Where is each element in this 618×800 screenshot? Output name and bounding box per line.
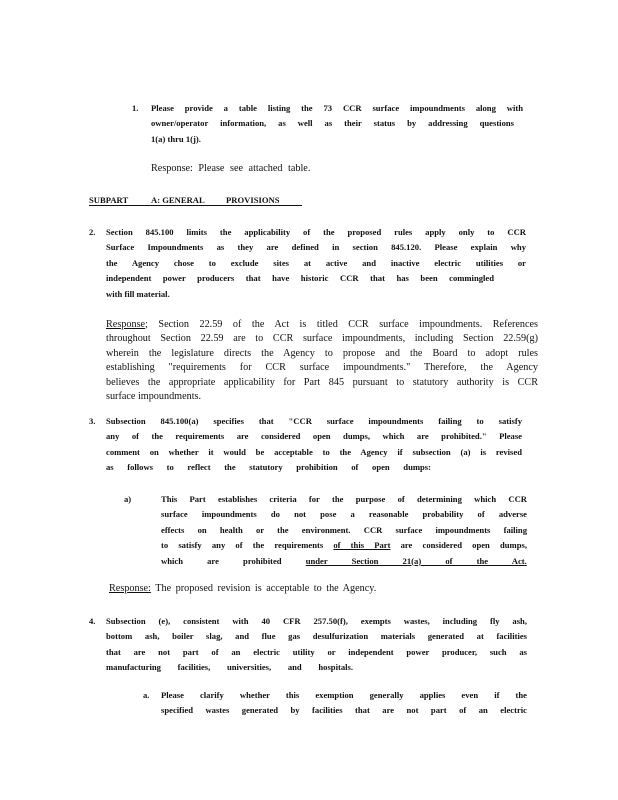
item-2-response <box>106 318 538 404</box>
item-2-response-line: believes the appropriate applicability for Part 845 pursuant to statutory authority is CCR <box>106 376 538 388</box>
item-2-line: with fill material. <box>106 288 170 299</box>
item-4a-label: a. <box>143 690 150 700</box>
subpart-label: SUBPART <box>89 195 129 205</box>
item-3a-line-pre: which are prohibited <box>161 555 282 566</box>
item-3a-line: This Part establishes criteria for the purpose of determining which CCR <box>161 494 527 504</box>
item-2-line: Section 845.100 limits the applicability of the proposed rules apply only to CCR <box>106 227 526 237</box>
item-2-response-line: throughout Section 22.59 are to CCR surface impoundments, including Section 22.59(g) <box>106 333 538 345</box>
item-3a-line-post: . <box>524 555 527 566</box>
item-3-line: any of the requirements are considered open dumps, which are prohibited." Please <box>106 431 522 442</box>
item-3-question <box>106 414 522 476</box>
item-1-line: Please provide a table listing the 73 CCR surface impoundments along with <box>151 103 523 113</box>
item-1-line: 1(a) thru 1(j). <box>151 133 201 144</box>
item-2-response-line: wherein the legislature directs the Agency to propose and the Board to adopt rules <box>106 347 538 359</box>
item-3-response <box>109 582 376 596</box>
item-3-line: as follows to reflect the statutory prohibition of open dumps: <box>106 462 431 473</box>
item-3a-line: effects on health or the environment. CCR surface impoundments failing <box>161 524 527 535</box>
subpart-heading-underline <box>89 205 302 206</box>
item-2-response-text: ; Section 22.59 of the Act is titled CCR surface impoundments. References <box>145 319 538 330</box>
item-3-response-label: Response: <box>109 583 151 594</box>
item-4-line: manufacturing facilities, universities, and hospitals. <box>106 662 353 673</box>
item-3a-last-line <box>161 554 527 569</box>
item-2-response-line <box>106 318 538 332</box>
item-3a-label: a) <box>124 494 132 504</box>
item-1-number: 1. <box>132 103 139 113</box>
item-4-question <box>106 614 527 676</box>
item-3a-line-underlined: under Section 21(a) of the Act <box>305 555 525 566</box>
item-1-question <box>151 101 523 147</box>
item-4a-question <box>161 688 527 719</box>
item-2-number: 2. <box>89 227 96 237</box>
item-3-line: Subsection 845.100(a) specifies that "CCR surface impoundments failing to satisfy <box>106 416 522 426</box>
item-4-number: 4. <box>89 616 96 626</box>
item-3a-underlined-phrase: of this Part <box>333 540 391 551</box>
item-3-number: 3. <box>89 416 96 426</box>
item-2-question <box>106 225 526 302</box>
item-4-line: that are not part of an electric utility or independent power producer, such as <box>106 646 527 657</box>
item-2-line: the Agency chose to exclude sites at active and inactive electric utilities or <box>106 257 526 268</box>
item-4-line: bottom ash, boiler slag, and flue gas desulfurization materials generated at facilities <box>106 631 527 642</box>
item-3-line: comment on whether it would be acceptable to the Agency if subsection (a) is revised <box>106 446 522 457</box>
item-1-line: owner/operator information, as well as their status by addressing questions <box>151 118 514 129</box>
item-3-response-text: The proposed revision is acceptable to the Agency. <box>155 583 377 594</box>
item-3a-line: to satisfy any of the requirements of this Part are considered open dumps, <box>161 540 527 551</box>
item-4a-line: specified wastes generated by facilities that are not part of an electric <box>161 705 527 716</box>
subpart-letter: A: GENERAL <box>151 195 205 205</box>
item-4-line: Subsection (e), consistent with 40 CFR 257.50(f), exempts wastes, including fly ash, <box>106 616 527 626</box>
item-2-response-label: Response <box>106 319 146 330</box>
item-2-line: independent power producers that have historic CCR that has been commingled <box>106 273 494 284</box>
item-2-line: Surface Impoundments as they are defined in section 845.120. Please explain why <box>106 242 526 253</box>
subpart-title: PROVISIONS <box>226 195 280 205</box>
item-1-response: Response: Please see attached table. <box>151 163 311 174</box>
item-4a-line: Please clarify whether this exemption generally applies even if the <box>161 690 527 700</box>
item-2-response-line: surface impoundments. <box>106 391 202 403</box>
item-3a-line: surface impoundments do not pose a reasonable probability of adverse <box>161 509 527 520</box>
item-2-response-line: establishing "requirements for CCR surface impoundments." Therefore, the Agency <box>106 362 538 374</box>
item-3a-quote <box>161 492 527 569</box>
